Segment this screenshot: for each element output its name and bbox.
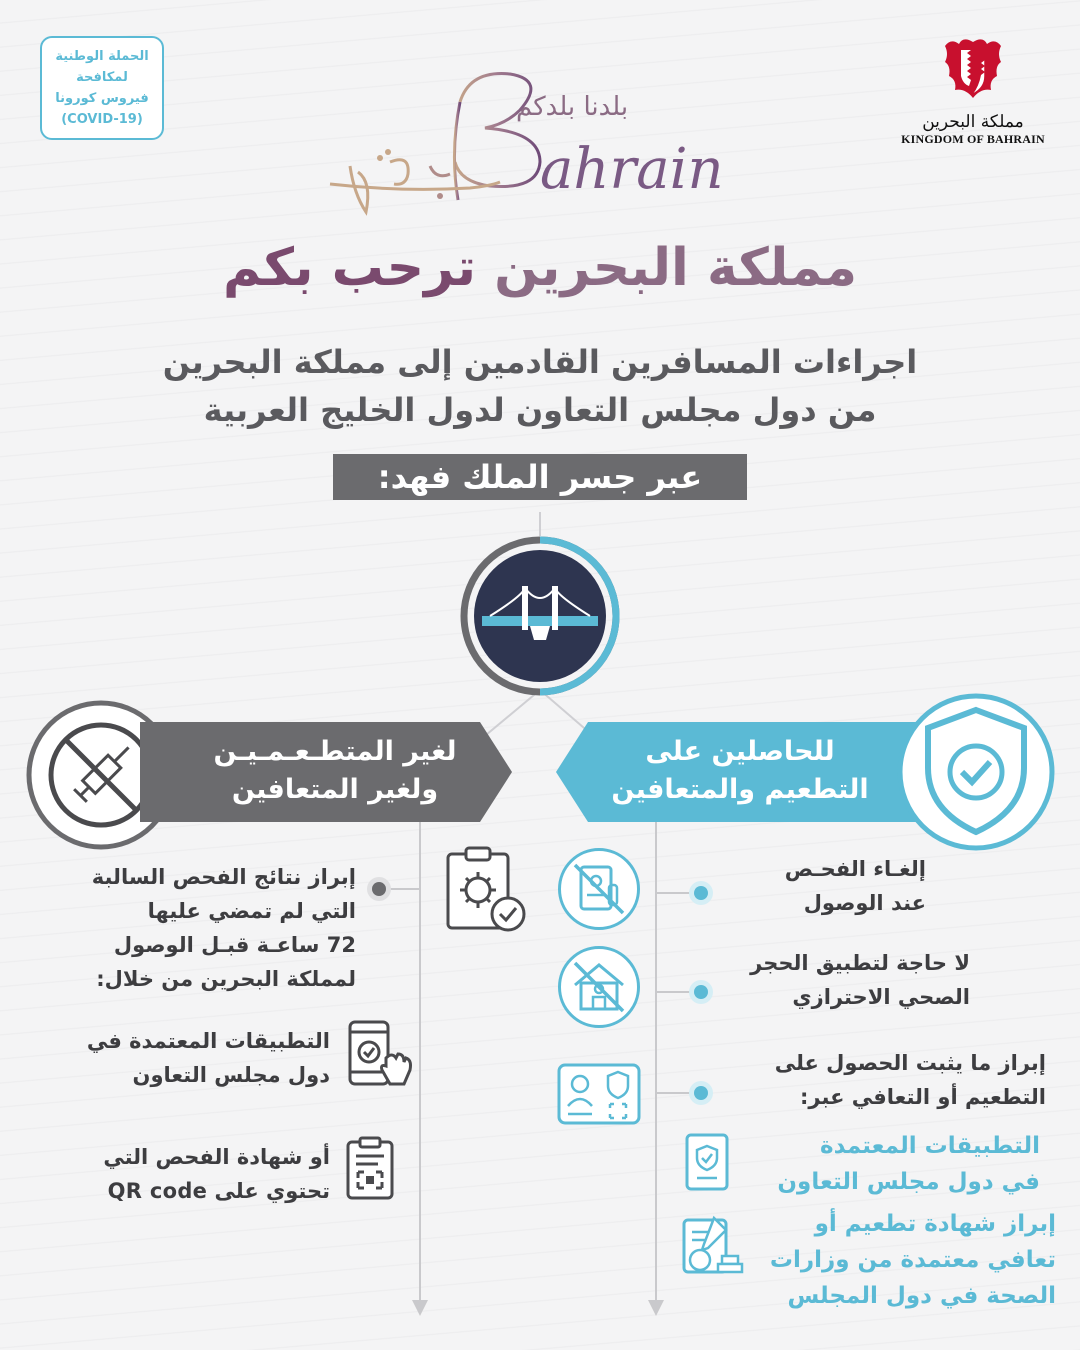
right-title-line1: للحاصلين على	[645, 736, 835, 767]
right-sub-item-1	[740, 1128, 1040, 1200]
right-item-2	[726, 946, 970, 1014]
item-line: تحتوي على QR code	[107, 1179, 330, 1203]
item-line: الصحة في دول المجلس	[787, 1283, 1056, 1309]
bullet-dot	[694, 886, 708, 900]
left-item-3	[26, 1140, 330, 1208]
item-line: أو شهادة الفحص التي	[103, 1145, 330, 1169]
item-line: 72 ساعـة قبـل الوصول	[113, 933, 356, 957]
bullet-dot	[372, 882, 386, 896]
right-sub-item-2	[740, 1206, 1056, 1314]
logo-wordmark: ahrain	[540, 137, 724, 202]
phone-app-icon	[346, 1018, 416, 1092]
shield-header-icon	[896, 692, 1056, 856]
item-line: الصحي الاحترازي	[792, 985, 970, 1009]
campaign-line: فيروس كورونا	[55, 91, 149, 106]
vaccinated-tag	[556, 722, 936, 822]
no-test-icon	[558, 848, 640, 930]
approved-app-icon	[684, 1132, 730, 1196]
id-card-icon	[556, 1062, 642, 1130]
bridge-icon-circle	[460, 536, 620, 700]
item-line: إلغـاء الفحـص	[784, 857, 926, 881]
item-line: إبراز ما يثبت الحصول على	[774, 1051, 1046, 1075]
test-results-icon	[442, 846, 528, 938]
left-title-line2: ولغير المتعافين	[231, 774, 439, 805]
bridge-route-label: عبر جسر الملك فهد:	[333, 454, 747, 500]
left-title-line1: لغير المتطـعـمـيـن	[213, 736, 457, 767]
bullet-dot	[694, 985, 708, 999]
bridge-icon	[460, 536, 620, 696]
right-item-3	[726, 1046, 1046, 1114]
item-line: إبراز نتائج الفحص السالبة	[91, 865, 356, 889]
intro-line1: اجراءات المسافرين القادمين إلى مملكة البحرين	[162, 343, 918, 381]
intro-line2: من دول مجلس التعاون لدول الخليج العربية	[203, 391, 877, 429]
shield-check-icon	[896, 692, 1056, 852]
left-item-1	[26, 860, 356, 996]
left-item-2	[26, 1024, 330, 1092]
title-part2: ترحب بكم	[222, 238, 477, 298]
not-vaccinated-tag	[140, 722, 512, 822]
campaign-line: الحملة الوطنية	[55, 49, 149, 64]
kingdom-name-ar: مملكة البحرين	[922, 112, 1024, 132]
campaign-line: لمكافحة	[76, 70, 128, 85]
item-line: إبراز شهادة تطعيم أو	[814, 1211, 1056, 1237]
item-line: لا حاجة لتطبيق الحجر	[750, 951, 970, 975]
item-line: التطبيقات المعتمدة	[820, 1133, 1040, 1159]
campaign-line: (COVID-19)	[61, 112, 143, 127]
right-item-1	[726, 852, 926, 920]
item-line: التطبيقات المعتمدة في	[86, 1029, 330, 1053]
item-line: تعافي معتمدة من وزارات	[769, 1247, 1056, 1273]
kingdom-name-en: KINGDOM OF BAHRAIN	[901, 132, 1045, 146]
item-line: عند الوصول	[803, 891, 926, 915]
item-line: التطعيم أو التعافي عبر:	[800, 1085, 1046, 1109]
title-part1: مملكة البحرين	[494, 238, 858, 298]
item-line: دول مجلس التعاون	[132, 1063, 330, 1087]
logo-tagline: بلدنا بلدكم	[516, 92, 629, 122]
certificate-stamp-icon	[678, 1214, 744, 1284]
item-line: التي لم تمضي عليها	[147, 899, 356, 923]
bullet-dot	[694, 1086, 708, 1100]
no-quarantine-icon	[558, 946, 640, 1028]
right-title-line2: التطعيم والمتعافين	[611, 774, 869, 805]
item-line: لمملكة البحرين من خلال:	[96, 967, 356, 991]
item-line: في دول مجلس التعاون	[777, 1169, 1040, 1195]
qr-certificate-icon	[344, 1136, 398, 1206]
